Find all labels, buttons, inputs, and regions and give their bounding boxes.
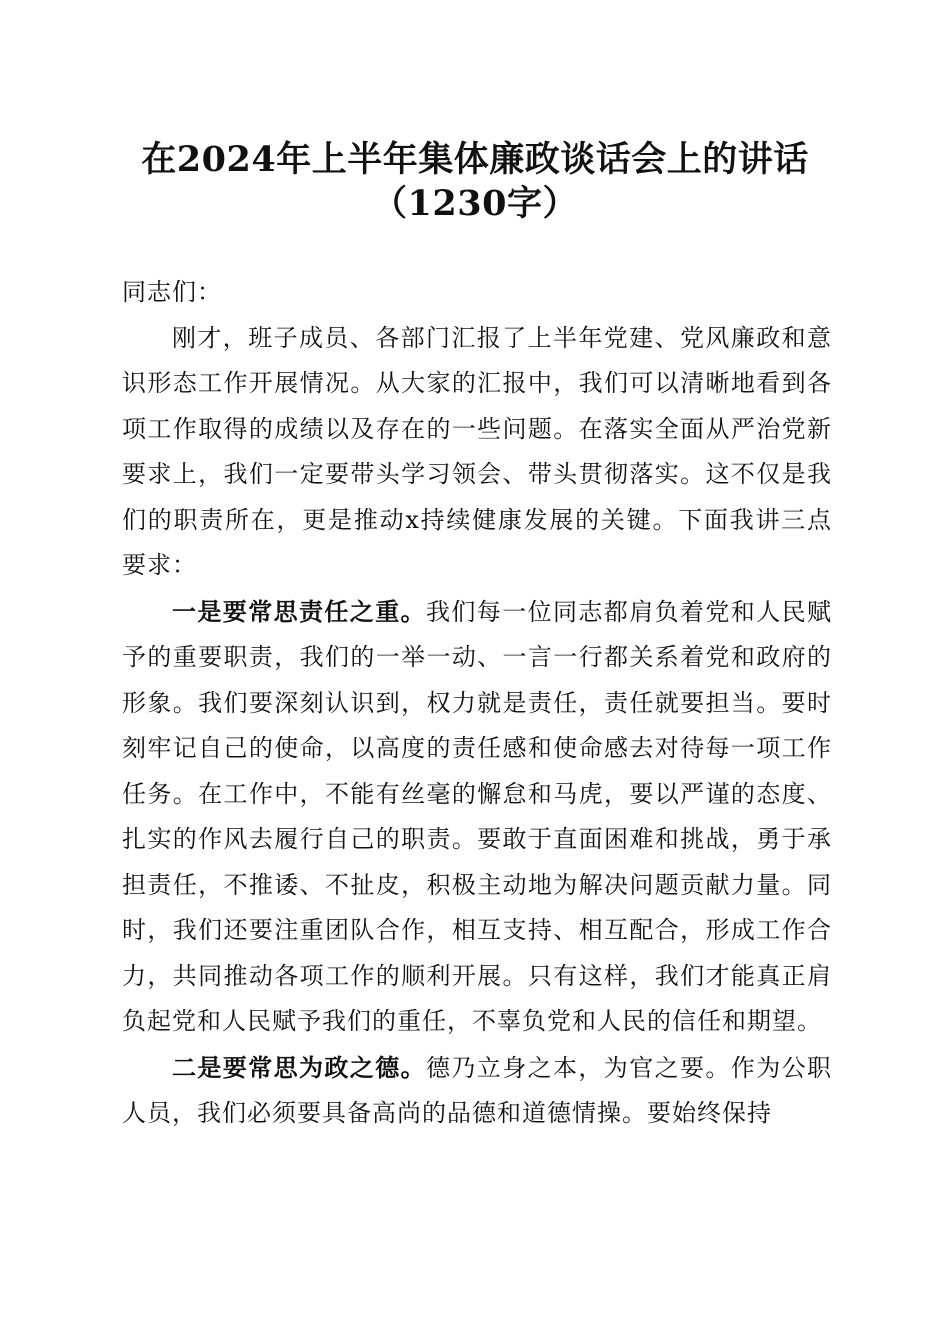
paragraph-intro-text: 刚才，班子成员、各部门汇报了上半年党建、党风廉政和意识形态工作开展情况。从大家的汇报中，我们可以清晰地看到各项工作取得的成绩以及存在的一些问题。在落实全面从严治党新要求上，我们一定要带头学习领会、带头贯彻落实。这不仅是我们的职责所在，更是推动x持续健康发展的关键。下面我讲三点要求： [122, 323, 832, 579]
paragraph-point-one [122, 589, 832, 1045]
salutation: 同志们： [122, 278, 222, 306]
point-two-heading: 二是要常思为政之德。 [172, 1052, 426, 1082]
paragraph-intro [122, 316, 832, 589]
paragraph-point-two [122, 1045, 832, 1137]
document-body [122, 270, 832, 1137]
document-subtitle-word-count: （1230字） [372, 183, 578, 224]
point-one-text: 我们每一位同志都肩负着党和人民赋予的重要职责，我们的一举一动、一言一行都关系着党和政府的形象。我们要深刻认识到，权力就是责任，责任就要担当。要时刻牢记自己的使命，以高度的责任感和使命感去对待每一项工作任务。在工作中，不能有丝毫的懈怠和马虎，要以严谨的态度、扎实的作风去履行自己的职责。要敢于直面困难和挑战，勇于承担责任，不推诿、不扯皮，积极主动地为解决问题贡献力量。同时，我们还要注重团队合作，相互支持、相互配合，形成工作合力，共同推动各项工作的顺利开展。只有这样，我们才能真正肩负起党和人民赋予我们的重任，不辜负党和人民的信任和期望。 [122, 597, 832, 1035]
point-two-text: 德乃立身之本，为官之要。作为公职人员，我们必须要具备高尚的品德和道德情操。要始终保持 [122, 1053, 832, 1127]
point-one-heading: 一是要常思责任之重。 [172, 596, 426, 626]
document-title: 在2024年上半年集体廉政谈话会上的讲话 [141, 139, 809, 180]
